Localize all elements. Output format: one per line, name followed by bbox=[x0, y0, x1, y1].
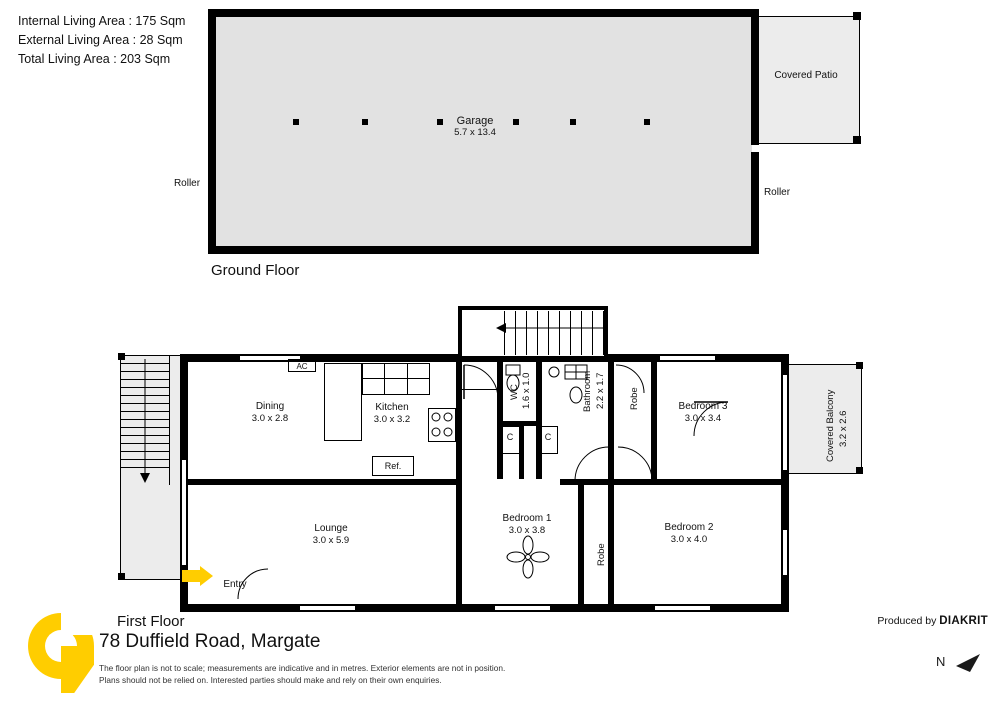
room-dim-bathroom: 2.2 x 1.7 bbox=[595, 372, 606, 409]
right-balcony-corner-bottom bbox=[856, 467, 863, 474]
fixture-label-ac: AC bbox=[296, 362, 308, 371]
room-label-kitchen: Kitchen 3.0 x 3.2 bbox=[373, 402, 411, 425]
partition-vertical-lounge bbox=[456, 485, 462, 611]
room-label-garage: Garage 5.7 x 13.4 bbox=[454, 115, 496, 138]
internal-living-area: Internal Living Area : 175 Sqm bbox=[18, 14, 186, 28]
property-address: 78 Duffield Road, Margate bbox=[99, 631, 321, 652]
entry-arrow-icon bbox=[182, 566, 214, 592]
produced-by-brand: DIAKRIT bbox=[939, 615, 988, 627]
partition-mid-horizontal-left bbox=[187, 479, 462, 485]
total-living-area: Total Living Area : 203 Sqm bbox=[18, 52, 171, 66]
right-balcony-outline-bottom bbox=[782, 473, 862, 474]
stair-arrow-icon bbox=[458, 306, 608, 356]
partition-vertical-bedroom1 bbox=[578, 485, 584, 611]
partition-vertical-robe bbox=[608, 485, 614, 611]
right-balcony-outline-right bbox=[861, 364, 862, 474]
room-label-wc: WC bbox=[509, 384, 520, 400]
diakrit-logo bbox=[28, 613, 94, 693]
room-dim-right-balcony: 3.2 x 2.6 bbox=[838, 410, 849, 447]
produced-by bbox=[877, 615, 988, 627]
kitchen-bench bbox=[362, 363, 430, 395]
room-label-bedroom2: Bedroom 2 3.0 x 4.0 bbox=[664, 522, 714, 545]
room-label-dining: Dining 3.0 x 2.8 bbox=[251, 401, 289, 424]
disclaimer bbox=[99, 663, 505, 686]
disclaimer-line-1: The floor plan is not to scale; measurements are indicative and in metres. Exterior elements are not in position. bbox=[99, 663, 506, 673]
room-label-lounge: Lounge 3.0 x 5.9 bbox=[312, 523, 350, 546]
right-balcony-outline-top bbox=[782, 364, 862, 365]
room-label-robe-lower: Robe bbox=[596, 543, 607, 566]
cupboard-1-label: C bbox=[506, 432, 514, 442]
stair-direction-arrow bbox=[120, 355, 170, 485]
fixture-label-ref: Ref. bbox=[384, 461, 402, 471]
wc-fixtures-icon bbox=[500, 363, 540, 421]
first-floor-title: First Floor bbox=[117, 613, 185, 630]
ceiling-fan-icon bbox=[506, 535, 550, 579]
stairwell bbox=[458, 306, 608, 356]
entry-label: Entry bbox=[223, 579, 247, 590]
room-label-bedroom3: Bedroom 3 3.0 x 3.4 bbox=[678, 401, 728, 424]
north-arrow-icon bbox=[936, 650, 982, 676]
ground-floor-title: Ground Floor bbox=[211, 262, 300, 279]
room-label-right-balcony: Covered Balcony bbox=[825, 389, 836, 462]
door-kitchen-icon bbox=[462, 363, 504, 405]
room-label-robe-upper: Robe bbox=[629, 387, 640, 410]
roller-label-right: Roller bbox=[763, 187, 791, 198]
north-indicator bbox=[936, 650, 982, 676]
door-bathroom-icon bbox=[573, 443, 613, 483]
roller-label-left: Roller bbox=[173, 178, 201, 189]
right-balcony-corner-top bbox=[856, 362, 863, 369]
cupboard-2-label: C bbox=[544, 432, 552, 442]
room-label-bedroom1: Bedroom 1 3.0 x 3.8 bbox=[502, 513, 552, 536]
north-letter: N bbox=[936, 654, 946, 669]
external-living-area: External Living Area : 28 Sqm bbox=[18, 33, 183, 47]
left-balcony-corner-bottom bbox=[118, 573, 125, 580]
room-dim-wc: 1.6 x 1.0 bbox=[521, 372, 532, 409]
room-label-covered-patio: Covered Patio bbox=[774, 70, 838, 81]
room-label-bathroom: Bathroom bbox=[582, 370, 593, 412]
produced-by-prefix: Produced by bbox=[877, 615, 940, 627]
door-bedroom1-icon bbox=[614, 443, 654, 483]
disclaimer-line-2: Plans should not be relied on. Interested parties should make and rely on their own enquiries. bbox=[99, 674, 442, 685]
right-balcony-area bbox=[782, 364, 862, 474]
external-stairs bbox=[120, 355, 170, 485]
